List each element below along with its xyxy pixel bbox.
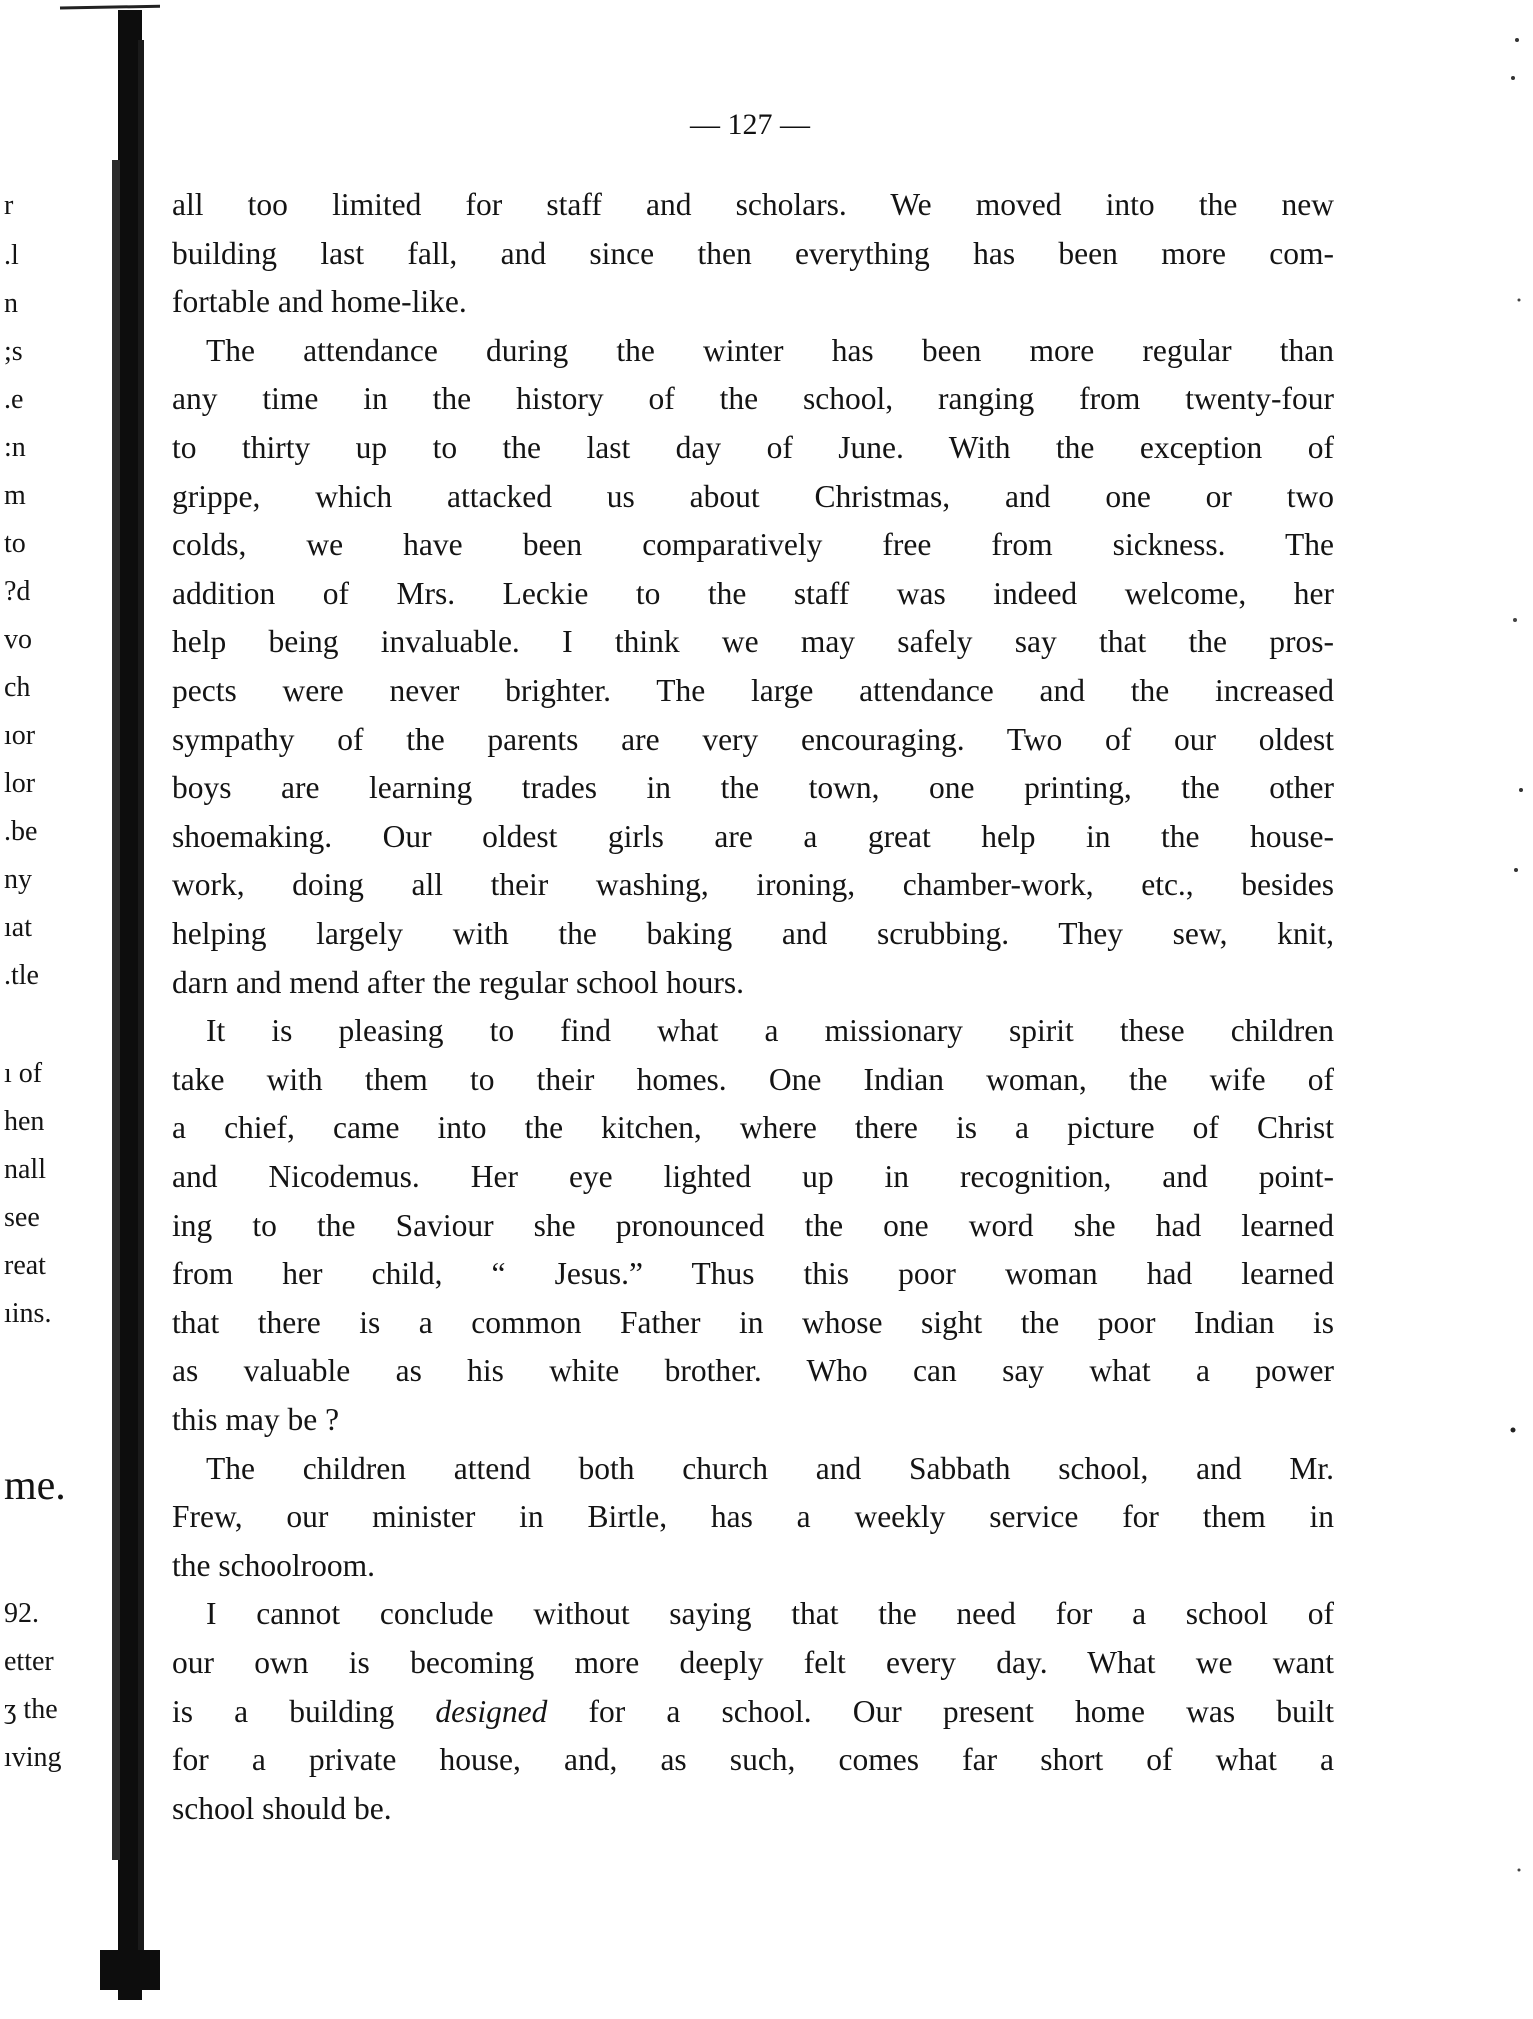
gutter-fragment: .l <box>4 240 19 271</box>
text-line: darn and mend after the regular school hours. <box>172 965 745 1000</box>
text-line: addition of Mrs. Leckie to the staff was indeed welcome, her <box>172 576 1334 611</box>
text-line: work, doing all their washing, ironing, chamber-work, etc., besides <box>172 867 1334 902</box>
gutter-fragment: :n <box>4 432 26 463</box>
text-line: help being invaluable. I think we may safely say that the pros- <box>172 624 1334 659</box>
gutter-fragment: ıving <box>4 1742 62 1773</box>
gutter-fragment: r <box>4 190 14 221</box>
text-line: this may be ? <box>172 1402 340 1437</box>
gutter-fragment: lor <box>4 768 36 799</box>
gutter-fragment: .tle <box>4 960 39 991</box>
text-line: pects were never brighter. The large attendance and the increased <box>172 673 1334 708</box>
text-line: helping largely with the baking and scrubbing. They sew, knit, <box>172 916 1334 951</box>
text-line: for a private house, and, as such, comes far short of what a <box>172 1742 1334 1777</box>
text-line: a chief, came into the kitchen, where there is a picture of Christ <box>172 1110 1334 1145</box>
gutter-fragment: .be <box>4 816 38 847</box>
text-line: boys are learning trades in the town, one printing, the other <box>172 770 1334 805</box>
gutter-fragment: ʒ the <box>4 1694 58 1725</box>
gutter-fragment: ?d <box>4 576 31 607</box>
text-line: ing to the Saviour she pronounced the one word she had learned <box>172 1208 1334 1243</box>
text-line: school should be. <box>172 1791 392 1826</box>
gutter-fragment: 92. <box>4 1598 39 1629</box>
gutter-fragment: ıins. <box>4 1298 52 1329</box>
text-line: any time in the history of the school, ranging from twenty-four <box>172 381 1334 416</box>
gutter-fragment: ıat <box>4 912 32 943</box>
text-line: The children attend both church and Sabbath school, and Mr. <box>206 1451 1334 1486</box>
gutter-fragment: to <box>4 528 26 559</box>
text-line: It is pleasing to find what a missionary spirit these children <box>206 1013 1334 1048</box>
gutter-fragment: ;s <box>4 336 23 367</box>
page-number: — 127 — <box>690 108 810 141</box>
text-line: take with them to their homes. One Indian woman, the wife of <box>172 1062 1334 1097</box>
gutter-fragment: ıor <box>4 720 36 751</box>
binding-gutter <box>0 0 160 2019</box>
gutter-fragment: reat <box>4 1250 46 1281</box>
text-line: Frew, our minister in Birtle, has a weekly service for them in <box>172 1499 1334 1534</box>
text-line: that there is a common Father in whose sight the poor Indian is <box>172 1305 1334 1340</box>
gutter-fragment: etter <box>4 1646 54 1677</box>
text-line: from her child, “ Jesus.” Thus this poor woman had learned <box>172 1256 1334 1291</box>
text-line: shoemaking. Our oldest girls are a great help in the house- <box>172 819 1334 854</box>
gutter-fragment: n <box>4 288 18 319</box>
gutter-fragment: see <box>4 1202 40 1233</box>
gutter-fragment: me. <box>4 1463 66 1509</box>
text-line: sympathy of the parents are very encouraging. Two of our oldest <box>172 722 1334 757</box>
gutter-fragment: .e <box>4 384 24 415</box>
text-line: is a building designed for a school. Our present home was built <box>172 1694 1334 1729</box>
text-line: grippe, which attacked us about Christmas, and one or two <box>172 479 1334 514</box>
gutter-fragment: nall <box>4 1154 46 1185</box>
gutter-fragment: ch <box>4 672 31 703</box>
gutter-fragment: vo <box>4 624 32 655</box>
text-line: to thirty up to the last day of June. With the exception of <box>172 430 1334 465</box>
text-line: colds, we have been comparatively free from sickness. The <box>172 527 1334 562</box>
text-line: as valuable as his white brother. Who can say what a power <box>172 1353 1334 1388</box>
text-line: building last fall, and since then everything has been more com- <box>172 236 1334 271</box>
gutter-fragment: m <box>4 480 26 511</box>
text-line: all too limited for staff and scholars. We moved into the new <box>172 187 1334 222</box>
text-line: and Nicodemus. Her eye lighted up in recognition, and point- <box>172 1159 1334 1194</box>
text-line: I cannot conclude without saying that the need for a school of <box>206 1596 1334 1631</box>
gutter-fragment: ı of <box>4 1058 43 1089</box>
text-line: our own is becoming more deeply felt every day. What we want <box>172 1645 1334 1680</box>
gutter-fragment: ny <box>4 864 32 895</box>
text-line: The attendance during the winter has been more regular than <box>206 333 1334 368</box>
right-edge-specks <box>1483 0 1533 2019</box>
gutter-fragment: hen <box>4 1106 45 1137</box>
text-line: the schoolroom. <box>172 1548 375 1583</box>
text-line: fortable and home-like. <box>172 284 467 319</box>
